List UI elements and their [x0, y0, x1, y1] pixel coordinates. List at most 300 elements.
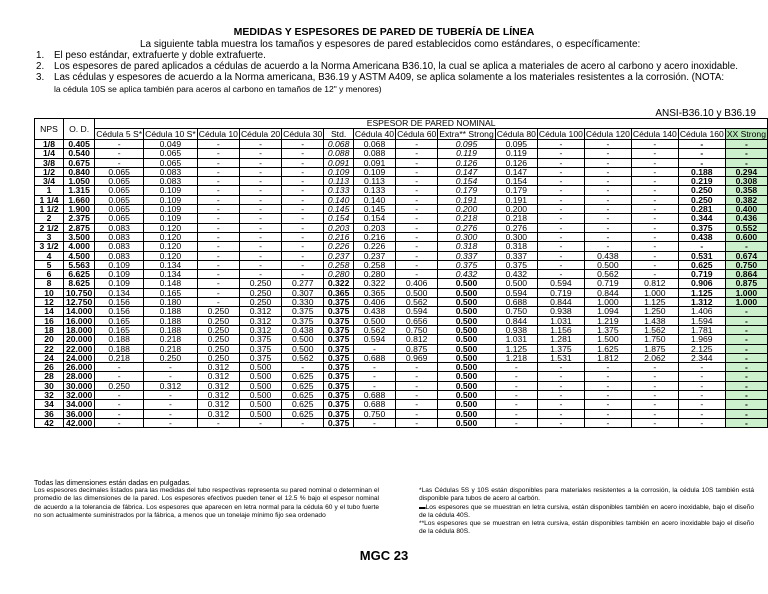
- header-xxs: XX Strong: [726, 129, 766, 139]
- table-cell: 0.134: [95, 288, 144, 297]
- table-cell: -: [239, 260, 281, 269]
- table-cell: 1 1/2: [35, 205, 64, 214]
- table-row: [35, 251, 768, 260]
- table-cell: -: [678, 140, 725, 149]
- table-cell: 0.375: [324, 400, 354, 409]
- table-cell: -: [239, 167, 281, 176]
- table-cell: -: [584, 195, 631, 204]
- table-cell: 1.031: [537, 316, 584, 325]
- list-item: [36, 61, 756, 72]
- table-cell: 0.330: [282, 298, 324, 307]
- table-cell: 0.065: [95, 205, 144, 214]
- table-cell: 0.120: [144, 242, 198, 251]
- table-cell: 2.125: [678, 344, 725, 353]
- table-cell: -: [353, 372, 395, 381]
- table-cell: 0.875: [396, 344, 438, 353]
- table-cell: 0.500: [239, 409, 281, 418]
- table-cell: 1.000: [725, 298, 767, 307]
- list-note: la cédula 10S se aplica también para aceros al carbono en tamaños de 12" y menores): [54, 83, 382, 94]
- table-cell: 0.375: [239, 353, 281, 362]
- table-cell: 0.191: [495, 195, 537, 204]
- pipe-wall-table: [34, 118, 768, 428]
- table-cell: -: [282, 223, 324, 232]
- table-cell: 0.218: [95, 353, 144, 362]
- table-cell: 3/8: [35, 158, 64, 167]
- table-cell: 5: [35, 260, 64, 269]
- table-cell: -: [725, 140, 767, 149]
- table-row: [35, 372, 768, 381]
- table-cell: 0.312: [197, 391, 239, 400]
- table-cell: 0.134: [144, 270, 198, 279]
- table-cell: 1.900: [64, 205, 95, 214]
- table-cell: 0.500: [239, 372, 281, 381]
- table-cell: 1.281: [537, 335, 584, 344]
- table-cell: -: [584, 409, 631, 418]
- table-cell: -: [239, 186, 281, 195]
- table-cell: 20.000: [64, 335, 95, 344]
- table-cell: 0.203: [353, 223, 395, 232]
- header-c20: Cédula 20: [240, 129, 281, 139]
- table-cell: 0.875: [725, 279, 767, 288]
- table-cell: -: [396, 391, 438, 400]
- page-number: MGC 23: [359, 548, 409, 563]
- table-cell: -: [631, 232, 678, 241]
- table-cell: 0.312: [197, 372, 239, 381]
- table-cell: 2.062: [631, 353, 678, 362]
- table-cell: 0.375: [239, 344, 281, 353]
- table-cell: 0.500: [438, 344, 495, 353]
- table-cell: -: [396, 409, 438, 418]
- table-cell: 0.500: [239, 400, 281, 409]
- footnotes: [34, 479, 754, 536]
- table-cell: 0.375: [324, 316, 354, 325]
- table-cell: 1.660: [64, 195, 95, 204]
- table-cell: 0.307: [282, 288, 324, 297]
- table-cell: -: [95, 400, 144, 409]
- table-cell: -: [631, 409, 678, 418]
- table-cell: -: [584, 223, 631, 232]
- table-row: [35, 270, 768, 279]
- table-cell: -: [584, 242, 631, 251]
- table-cell: 8.625: [64, 279, 95, 288]
- table-cell: 0.436: [725, 214, 767, 223]
- table-cell: -: [584, 214, 631, 223]
- table-cell: 0.625: [282, 409, 324, 418]
- table-cell: 0.812: [631, 279, 678, 288]
- table-cell: 0.188: [678, 167, 725, 176]
- header-xs: Extra** Strong: [439, 129, 494, 139]
- table-cell: 1.000: [584, 298, 631, 307]
- table-cell: 0.594: [537, 279, 584, 288]
- table-cell: 0.218: [144, 344, 198, 353]
- list-number: 2.: [36, 61, 45, 73]
- table-cell: -: [396, 158, 438, 167]
- table-cell: 0.906: [678, 279, 725, 288]
- table-cell: -: [631, 242, 678, 251]
- table-cell: 1.000: [631, 288, 678, 297]
- table-cell: 0.188: [95, 335, 144, 344]
- conditions-list: [36, 50, 756, 95]
- table-cell: 1.094: [584, 307, 631, 316]
- table-cell: 0.375: [324, 381, 354, 390]
- intro-text: La siguiente tabla muestra los tamaños y espesores de pared establecidos como estándares, o específicamente:: [140, 39, 641, 50]
- table-cell: -: [725, 391, 767, 400]
- table-cell: -: [396, 372, 438, 381]
- table-cell: 20: [35, 335, 64, 344]
- table-cell: -: [197, 279, 239, 288]
- table-cell: -: [282, 149, 324, 158]
- table-cell: 28: [35, 372, 64, 381]
- table-cell: 0.068: [324, 140, 354, 149]
- table-cell: 2.875: [64, 223, 95, 232]
- table-cell: 4.500: [64, 251, 95, 260]
- table-row: [35, 344, 768, 353]
- table-cell: 0.375: [324, 325, 354, 334]
- table-cell: 0.250: [239, 288, 281, 297]
- table-cell: -: [282, 158, 324, 167]
- table-cell: 0.154: [495, 177, 537, 186]
- table-cell: -: [584, 372, 631, 381]
- table-cell: 0.188: [144, 316, 198, 325]
- table-cell: -: [537, 372, 584, 381]
- table-row: [35, 353, 768, 362]
- table-cell: -: [197, 205, 239, 214]
- header-od: O. D.: [64, 119, 95, 140]
- table-cell: 0.500: [438, 418, 495, 427]
- table-cell: 0.109: [144, 214, 198, 223]
- table-row: [35, 316, 768, 325]
- table-cell: 0.065: [144, 158, 198, 167]
- table-cell: 0.156: [95, 298, 144, 307]
- table-cell: 0.250: [197, 307, 239, 316]
- table-cell: -: [396, 223, 438, 232]
- header-c10: Cédula 10: [198, 129, 238, 139]
- table-cell: -: [197, 223, 239, 232]
- table-cell: 0.065: [95, 214, 144, 223]
- table-cell: 0.844: [537, 298, 584, 307]
- table-cell: -: [537, 251, 584, 260]
- table-cell: 0.375: [324, 409, 354, 418]
- table-cell: -: [631, 251, 678, 260]
- table-cell: -: [282, 232, 324, 241]
- table-cell: -: [495, 363, 537, 372]
- table-cell: 0.083: [95, 242, 144, 251]
- table-cell: -: [396, 242, 438, 251]
- table-cell: -: [495, 391, 537, 400]
- table-cell: 16.000: [64, 316, 95, 325]
- table-cell: 0.300: [495, 232, 537, 241]
- table-cell: -: [631, 214, 678, 223]
- table-cell: 0.500: [438, 307, 495, 316]
- table-cell: 0.113: [353, 177, 395, 186]
- table-cell: 0.203: [324, 223, 354, 232]
- table-cell: -: [396, 186, 438, 195]
- table-cell: 0.216: [353, 232, 395, 241]
- table-cell: 0.109: [144, 205, 198, 214]
- table-cell: 0.500: [438, 409, 495, 418]
- table-cell: 0.625: [282, 372, 324, 381]
- table-cell: 10: [35, 288, 64, 297]
- table-cell: -: [631, 372, 678, 381]
- table-cell: -: [239, 418, 281, 427]
- header-c140: Cédula 140: [632, 129, 677, 139]
- table-cell: -: [537, 205, 584, 214]
- table-cell: -: [282, 418, 324, 427]
- table-row: [35, 335, 768, 344]
- table-cell: 0.500: [584, 260, 631, 269]
- table-cell: 0.500: [438, 288, 495, 297]
- table-row: [35, 307, 768, 316]
- table-cell: 0.091: [353, 158, 395, 167]
- table-cell: 14: [35, 307, 64, 316]
- table-cell: 0.218: [495, 214, 537, 223]
- table-cell: 0.109: [95, 279, 144, 288]
- table-cell: -: [725, 242, 767, 251]
- table-cell: 0.625: [678, 260, 725, 269]
- table-cell: 2.375: [64, 214, 95, 223]
- table-cell: 0.250: [239, 298, 281, 307]
- table-cell: -: [396, 232, 438, 241]
- table-row: [35, 242, 768, 251]
- table-cell: 0.083: [95, 232, 144, 241]
- table-cell: 0.540: [64, 149, 95, 158]
- table-cell: 30: [35, 381, 64, 390]
- table-cell: 0.375: [324, 391, 354, 400]
- table-row: [35, 363, 768, 372]
- table-cell: 0.438: [584, 251, 631, 260]
- table-cell: -: [584, 400, 631, 409]
- table-cell: 1.375: [537, 344, 584, 353]
- table-cell: 1.562: [631, 325, 678, 334]
- table-cell: 1: [35, 186, 64, 195]
- table-cell: -: [678, 242, 725, 251]
- table-row: [35, 391, 768, 400]
- table-cell: 0.065: [144, 149, 198, 158]
- table-cell: 0.625: [282, 381, 324, 390]
- table-row: [35, 260, 768, 269]
- table-cell: -: [631, 205, 678, 214]
- table-cell: 0.600: [725, 232, 767, 241]
- table-cell: 0.280: [353, 270, 395, 279]
- table-cell: 0.358: [725, 186, 767, 195]
- table-cell: 0.318: [438, 242, 495, 251]
- table-cell: 1/4: [35, 149, 64, 158]
- table-cell: -: [584, 140, 631, 149]
- table-cell: -: [144, 391, 198, 400]
- table-cell: -: [396, 140, 438, 149]
- table-cell: 18.000: [64, 325, 95, 334]
- table-cell: 0.156: [95, 307, 144, 316]
- table-cell: 0.312: [197, 400, 239, 409]
- footnote-note: *Las Cédulas 5S y 10S están disponibles para materiales resistentes a la corrosión, la cédula 10S también está disponible para tubos de acero al carbón.: [419, 487, 754, 503]
- table-cell: 36.000: [64, 409, 95, 418]
- table-cell: 0.844: [584, 288, 631, 297]
- table-cell: 0.126: [495, 158, 537, 167]
- table-cell: 0.625: [282, 391, 324, 400]
- table-cell: -: [396, 400, 438, 409]
- table-cell: 0.594: [353, 335, 395, 344]
- table-cell: 0.375: [282, 316, 324, 325]
- table-cell: -: [537, 270, 584, 279]
- table-cell: 0.375: [239, 335, 281, 344]
- table-cell: 0.531: [678, 251, 725, 260]
- table-cell: 0.500: [396, 288, 438, 297]
- table-row: [35, 381, 768, 390]
- table-cell: 1.375: [584, 325, 631, 334]
- table-cell: -: [396, 270, 438, 279]
- table-cell: -: [282, 363, 324, 372]
- table-cell: -: [495, 372, 537, 381]
- table-cell: 10.750: [64, 288, 95, 297]
- table-cell: 0.312: [144, 381, 198, 390]
- table-cell: 0.969: [396, 353, 438, 362]
- table-cell: 0.375: [282, 307, 324, 316]
- table-cell: -: [678, 363, 725, 372]
- table-cell: 0.133: [324, 186, 354, 195]
- table-cell: 0.562: [396, 298, 438, 307]
- table-cell: 0.188: [144, 325, 198, 334]
- table-cell: 2: [35, 214, 64, 223]
- table-cell: 32.000: [64, 391, 95, 400]
- table-cell: 0.322: [324, 279, 354, 288]
- table-cell: 0.200: [495, 205, 537, 214]
- table-cell: -: [584, 418, 631, 427]
- table-cell: 0.109: [353, 167, 395, 176]
- table-cell: -: [396, 214, 438, 223]
- list-text: [54, 72, 756, 94]
- table-cell: 0.294: [725, 167, 767, 176]
- table-cell: -: [631, 140, 678, 149]
- table-row: [35, 400, 768, 409]
- table-cell: 1.156: [537, 325, 584, 334]
- table-cell: 18: [35, 325, 64, 334]
- table-cell: 0.068: [353, 140, 395, 149]
- table-cell: 0.191: [438, 195, 495, 204]
- table-cell: 0.237: [324, 251, 354, 260]
- table-cell: 0.375: [678, 223, 725, 232]
- header-c40: Cédula 40: [354, 129, 395, 139]
- table-cell: 0.250: [197, 325, 239, 334]
- table-cell: -: [678, 372, 725, 381]
- table-cell: -: [584, 177, 631, 186]
- table-cell: 0.432: [438, 270, 495, 279]
- table-cell: -: [239, 242, 281, 251]
- table-cell: 0.750: [495, 307, 537, 316]
- table-cell: 0.500: [438, 298, 495, 307]
- table-cell: 0.154: [438, 177, 495, 186]
- table-cell: -: [282, 242, 324, 251]
- table-cell: -: [282, 186, 324, 195]
- table-cell: -: [197, 242, 239, 251]
- table-cell: 0.109: [324, 167, 354, 176]
- table-cell: 0.500: [282, 335, 324, 344]
- table-cell: 0.365: [324, 288, 354, 297]
- table-cell: 0.200: [438, 205, 495, 214]
- table-cell: 0.365: [353, 288, 395, 297]
- table-cell: -: [678, 391, 725, 400]
- table-cell: -: [353, 381, 395, 390]
- table-cell: 0.500: [438, 363, 495, 372]
- table-cell: -: [725, 409, 767, 418]
- table-cell: 0.250: [197, 316, 239, 325]
- table-cell: 0.500: [282, 344, 324, 353]
- table-cell: 1.125: [495, 344, 537, 353]
- table-cell: 1.218: [495, 353, 537, 362]
- table-cell: -: [282, 177, 324, 186]
- table-cell: -: [144, 372, 198, 381]
- table-cell: 24.000: [64, 353, 95, 362]
- table-cell: 0.312: [197, 381, 239, 390]
- table-cell: 0.500: [438, 316, 495, 325]
- table-cell: 1.250: [631, 307, 678, 316]
- footnote-note: ▬Los espesores que se muestran en letra cursiva, están disponibles también en acero inoxidable, bajo el diseño de la cédula 40S.: [419, 503, 754, 519]
- table-cell: -: [631, 195, 678, 204]
- table-cell: 6.625: [64, 270, 95, 279]
- table-cell: 0.500: [239, 391, 281, 400]
- table-cell: 0.375: [324, 298, 354, 307]
- table-cell: -: [584, 391, 631, 400]
- table-cell: -: [725, 158, 767, 167]
- table-cell: 8: [35, 279, 64, 288]
- table-cell: -: [537, 140, 584, 149]
- table-cell: 0.938: [495, 325, 537, 334]
- table-row: [35, 158, 768, 167]
- table-cell: -: [396, 167, 438, 176]
- table-row: [35, 223, 768, 232]
- table-cell: 28.000: [64, 372, 95, 381]
- header-group: ESPESOR DE PARED NOMINAL: [95, 119, 768, 129]
- table-cell: -: [631, 400, 678, 409]
- header-c100: Cédula 100: [538, 129, 583, 139]
- table-cell: -: [631, 381, 678, 390]
- table-cell: 0.154: [324, 214, 354, 223]
- table-cell: 22: [35, 344, 64, 353]
- table-cell: 0.406: [353, 298, 395, 307]
- table-cell: 0.280: [324, 270, 354, 279]
- table-cell: 1.594: [678, 316, 725, 325]
- table-cell: 1.312: [678, 298, 725, 307]
- table-cell: 1.031: [495, 335, 537, 344]
- table-cell: -: [725, 353, 767, 362]
- table-cell: -: [396, 205, 438, 214]
- table-cell: 0.165: [95, 316, 144, 325]
- table-cell: -: [197, 251, 239, 260]
- table-cell: -: [144, 418, 198, 427]
- list-item: [36, 72, 756, 94]
- table-cell: -: [725, 149, 767, 158]
- table-cell: 0.688: [353, 353, 395, 362]
- table-cell: -: [631, 177, 678, 186]
- table-cell: 6: [35, 270, 64, 279]
- table-cell: -: [239, 149, 281, 158]
- table-cell: 1.750: [631, 335, 678, 344]
- table-cell: -: [197, 288, 239, 297]
- table-cell: -: [537, 177, 584, 186]
- table-cell: -: [95, 391, 144, 400]
- table-cell: -: [631, 391, 678, 400]
- table-cell: 1.050: [64, 177, 95, 186]
- table-cell: 0.281: [678, 205, 725, 214]
- table-cell: -: [725, 325, 767, 334]
- header-c5s: Cédula 5 S*: [96, 129, 143, 139]
- table-cell: 0.250: [197, 353, 239, 362]
- table-cell: -: [678, 418, 725, 427]
- table-cell: 0.180: [144, 298, 198, 307]
- table-cell: -: [197, 195, 239, 204]
- table-cell: 1.875: [631, 344, 678, 353]
- table-cell: -: [95, 140, 144, 149]
- table-cell: -: [631, 167, 678, 176]
